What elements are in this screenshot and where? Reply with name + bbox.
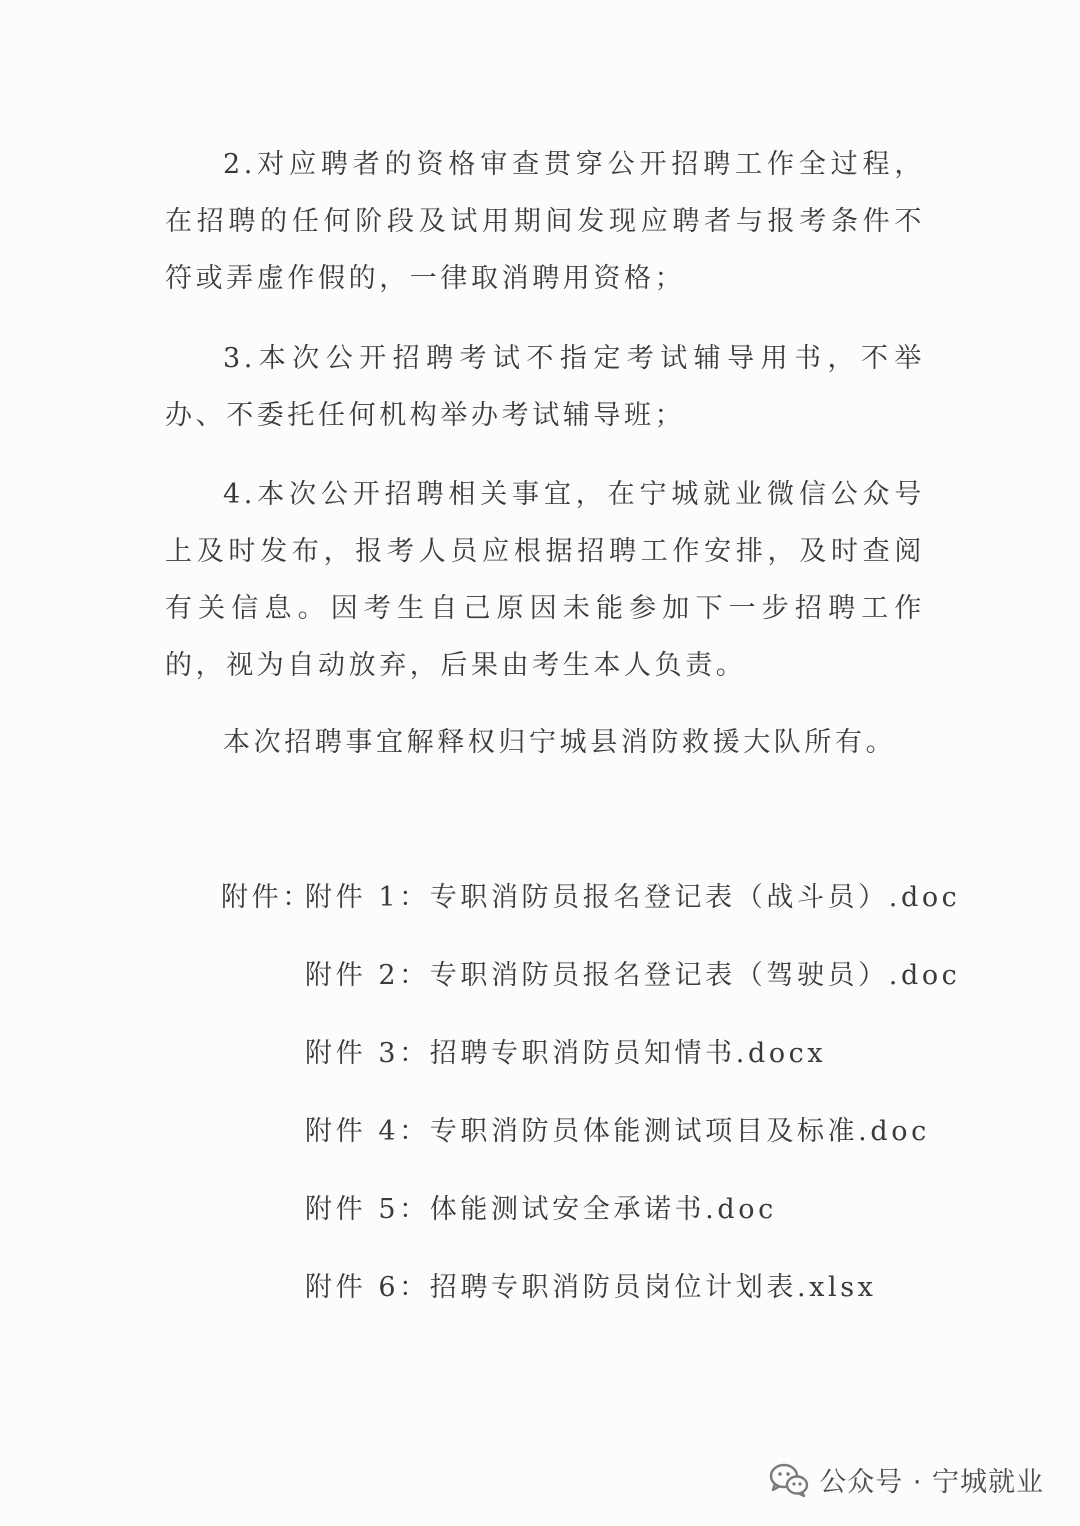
attachment-item-1[interactable]: 附件 1：专职消防员报名登记表（战斗员）.doc bbox=[305, 882, 961, 913]
watermark-text: 公众号 · 宁城就业 bbox=[819, 1467, 1044, 1498]
wechat-icon bbox=[769, 1463, 809, 1497]
wechat-watermark bbox=[769, 1460, 1044, 1499]
attachment-item-5[interactable]: 附件 5：体能测试安全承诺书.doc bbox=[305, 1194, 777, 1225]
attachments-label: 附件： bbox=[221, 882, 313, 913]
paragraph-exam-materials: 3.本次公开招聘考试不指定考试辅导用书，不举办、不委托任何机构举办考试辅导班； bbox=[165, 343, 925, 431]
attachment-item-4[interactable]: 附件 4：专职消防员体能测试项目及标准.doc bbox=[305, 1116, 930, 1147]
paragraph-interpretation-right: 本次招聘事宜解释权归宁城县消防救援大队所有。 bbox=[223, 727, 897, 758]
attachment-item-3[interactable]: 附件 3：招聘专职消防员知情书.docx bbox=[305, 1038, 827, 1069]
paragraph-announcements: 4.本次公开招聘相关事宜，在宁城就业微信公众号上及时发布，报考人员应根据招聘工作安排，及时查阅有关信息。因考生自己原因未能参加下一步招聘工作的，视为自动放弃，后果由考生本人负责。 bbox=[165, 479, 925, 681]
attachment-item-6[interactable]: 附件 6：招聘专职消防员岗位计划表.xlsx bbox=[305, 1272, 877, 1303]
attachment-item-2[interactable]: 附件 2：专职消防员报名登记表（驾驶员）.doc bbox=[305, 960, 961, 991]
paragraph-qualification-review: 2.对应聘者的资格审查贯穿公开招聘工作全过程，在招聘的任何阶段及试用期间发现应聘者与报考条件不符或弄虚作假的，一律取消聘用资格； bbox=[165, 149, 925, 294]
